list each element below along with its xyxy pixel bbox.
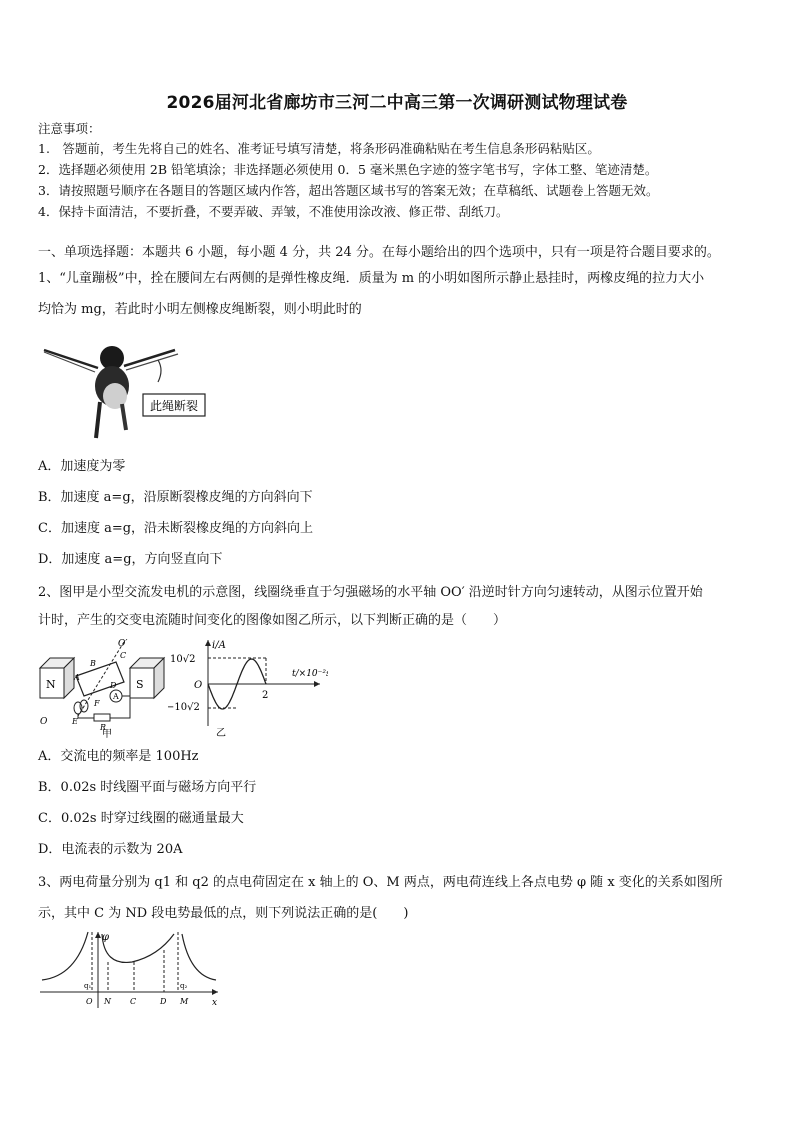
tick-o: O: [86, 997, 93, 1006]
q1-figure: [40, 338, 215, 443]
tick-c: C: [130, 997, 137, 1006]
origin-label: O: [194, 680, 203, 691]
y-tick-bottom: −10√2: [168, 702, 200, 713]
q3-stem-line2: 示，其中 C 为 ND 段电势最低的点，则下列说法正确的是( ): [38, 906, 409, 921]
generator-diagram: [34, 636, 179, 740]
notice-item: 2．选择题必须使用 2B 铅笔填涂；非选择题必须使用 0．5 毫米黑色字迹的签字笔书写，字体工整、笔迹清楚。: [38, 162, 658, 177]
tick-m: M: [180, 997, 189, 1006]
brush-f-label: F: [94, 699, 100, 708]
coil-a-label: A: [74, 673, 80, 682]
bungee-child-image: [40, 338, 215, 443]
q2-option-d: D．电流表的示数为 20A: [38, 842, 183, 857]
broken-rope-label: 此绳断裂: [149, 399, 199, 413]
x-axis-label: t/×10⁻²s: [292, 669, 328, 679]
tick-d: D: [160, 997, 167, 1006]
potential-graph: [36, 928, 226, 1014]
figure-yi-caption: 乙: [216, 728, 226, 739]
coil-b-label: B: [90, 659, 96, 668]
notice-item: 1. 答题前，考生先将自己的姓名、准考证号填写清楚，将条形码准确粘贴在考生信息条形码粘贴区。: [38, 141, 600, 156]
q2-stem-line2: 计时，产生的交变电流随时间变化的图像如图乙所示，以下判断正确的是（ ）: [38, 613, 507, 628]
q1-charge-label: q₁: [84, 982, 92, 990]
q1-option-c: C．加速度 a=g，沿未断裂橡皮绳的方向斜向上: [38, 521, 314, 536]
magnet-s-label: S: [136, 678, 144, 691]
page-title: 2026届河北省廊坊市三河二中高三第一次调研测试物理试卷: [166, 93, 628, 113]
q2-option-a: A．交流电的频率是 100Hz: [38, 749, 199, 764]
tick-n: N: [104, 997, 111, 1006]
q3-stem-line1: 3、两电荷量分别为 q1 和 q2 的点电荷固定在 x 轴上的 O、M 两点，两电荷连线上各点电势 φ 随 x 变化的关系如图所: [38, 875, 723, 890]
coil-c-label: C: [120, 651, 127, 660]
q1-option-b: B．加速度 a=g，沿原断裂橡皮绳的方向斜向下: [38, 490, 313, 505]
axis-o-label: O: [40, 717, 48, 727]
q2-option-c: C．0.02s 时穿过线圈的磁通量最大: [38, 811, 244, 826]
resistor-r-label: R: [100, 723, 107, 732]
y-axis-label: i/A: [212, 640, 226, 651]
coil-d-label: D: [110, 681, 117, 690]
brush-e-label: E: [72, 717, 78, 726]
section-heading: 一、单项选择题：本题共 6 小题，每小题 4 分，共 24 分。在每小题给出的四个选项中，只有一项是符合题目要求的。: [38, 245, 720, 260]
magnet-n-label: N: [46, 678, 56, 691]
phi-axis-label: φ: [102, 932, 110, 943]
ammeter-label: A: [113, 692, 119, 701]
x-tick-2: 2: [262, 690, 269, 701]
q1-option-a: A．加速度为零: [38, 459, 126, 474]
q2-charge-label: q₂: [180, 982, 188, 990]
q2-option-b: B．0.02s 时线圈平面与磁场方向平行: [38, 780, 257, 795]
axis-o-prime-label: O′: [118, 639, 128, 649]
q1-option-d: D．加速度 a=g，方向竖直向下: [38, 552, 223, 567]
current-time-graph: [168, 636, 328, 740]
x-axis-label: x: [212, 998, 218, 1008]
figure-jia-caption: 甲: [102, 729, 112, 740]
y-tick-top: 10√2: [170, 654, 196, 665]
q2-stem-line1: 2、图甲是小型交流发电机的示意图，线圈绕垂直于匀强磁场的水平轴 OO′ 沿逆时针方向匀速转动，从图示位置开始: [38, 585, 703, 600]
notice-item: 3．请按照题号顺序在各题目的答题区域内作答，超出答题区域书写的答案无效；在草稿纸、试题卷上答题无效。: [38, 183, 659, 198]
q1-stem-line1: 1、“儿童蹦极”中，拴在腰间左右两侧的是弹性橡皮绳．质量为 m 的小明如图所示静止悬挂时，两橡皮绳的拉力大小: [38, 271, 705, 286]
q1-stem-line2: 均恰为 mg，若此时小明左侧橡皮绳断裂，则小明此时的: [38, 302, 362, 317]
notice-heading: 注意事项：: [38, 121, 101, 136]
notice-item: 4．保持卡面清洁，不要折叠，不要弄破、弄皱，不准使用涂改液、修正带、刮纸刀。: [38, 204, 509, 219]
